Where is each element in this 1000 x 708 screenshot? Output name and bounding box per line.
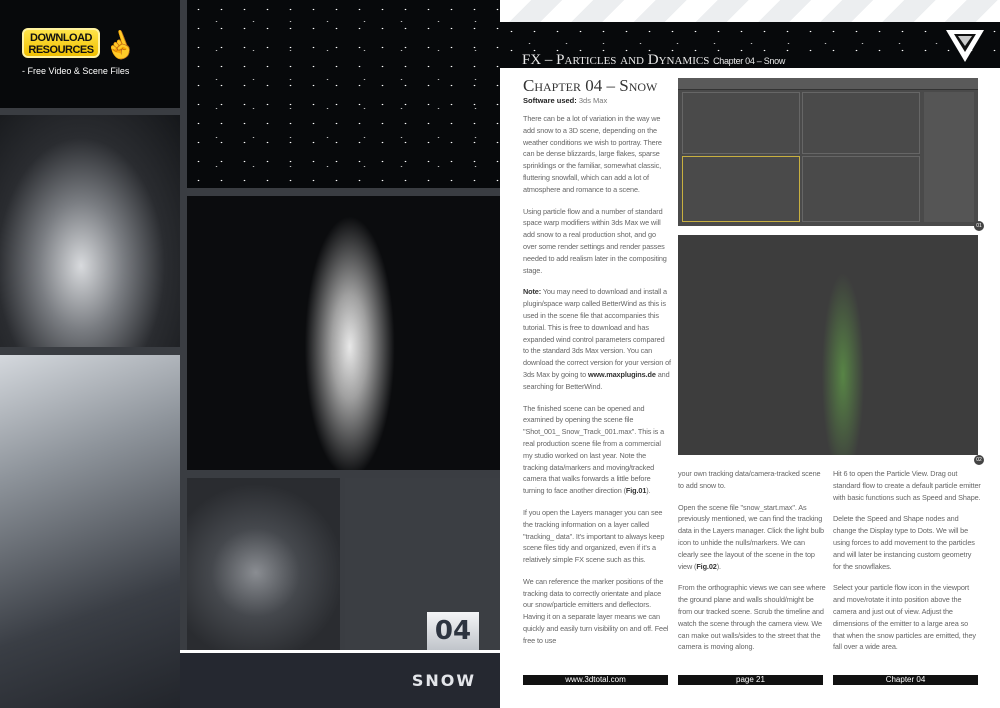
bold-text: Fig.02 bbox=[696, 561, 717, 571]
software-used bbox=[523, 96, 607, 105]
pointing-hand-icon: ☝ bbox=[99, 25, 141, 65]
chapter-title: Chapter 04 – Snow bbox=[523, 76, 658, 95]
paragraph bbox=[678, 502, 826, 573]
section-title-text: FX – Particles and Dynamics bbox=[522, 52, 710, 68]
smoke-image bbox=[0, 115, 180, 347]
text-run: The finished scene can be opened and examined by opening the scene file "Shot_001_ Snow_Track_001.max". This is a real production scene file from a commercial my studio worked on last year. Note the tracking data/markers and moving/tracked camera that walks forwards a little before turning to face another direction ( bbox=[523, 403, 665, 496]
text-run: and searching for BetterWind. bbox=[523, 369, 670, 391]
text-run: Delete the Speed and Shape nodes and change the Display type to Dots. We will be using forces to add movement to the particles and will later be instancing custom geometry for the snowflakes. bbox=[833, 514, 975, 571]
text-run: We can reference the marker positions of the tracking data to correctly orientate and place our snow/particle emitters and deflectors. Having it on a separate layer means we can quickly and easily turn visibility on and off. Feel free to use bbox=[523, 576, 669, 645]
footer-website[interactable]: www.3dtotal.com bbox=[523, 675, 668, 685]
section-header bbox=[500, 22, 1000, 68]
text-run: ). bbox=[716, 561, 721, 571]
text-column-3 bbox=[833, 468, 981, 663]
bold-text: Note: bbox=[523, 287, 542, 297]
badge-line2: RESOURCES bbox=[28, 44, 94, 56]
download-resources-button[interactable] bbox=[22, 28, 100, 58]
header-stripes bbox=[500, 0, 1000, 22]
text-run: Open the scene file "snow_start.max". As previously mentioned, we can find the tracking data in the Layers manager. Click the light bulb icon to unhide the nulls/markers. We can clearly see the layout of the scene in the top view ( bbox=[678, 502, 824, 571]
figure-01-viewport-screenshot bbox=[678, 78, 978, 226]
text-run: Using particle flow and a number of standard space warp modifiers within 3ds Max we will add snow to a real production shot, and go over some render settings and render passes needed to add realism later in the compositing stage. bbox=[523, 206, 667, 275]
footer-page-number: page 21 bbox=[678, 675, 823, 685]
paragraph bbox=[523, 507, 671, 566]
paragraph bbox=[523, 286, 671, 392]
footer-chapter: Chapter 04 bbox=[833, 675, 978, 685]
paragraph bbox=[678, 582, 826, 653]
badge-line1: DOWNLOAD bbox=[30, 32, 92, 44]
text-run: your own tracking data/camera-tracked scene to add snow to. bbox=[678, 469, 821, 490]
particle-burst-image bbox=[187, 478, 340, 650]
paragraph bbox=[833, 513, 981, 572]
3dtotal-logo-icon bbox=[944, 26, 986, 64]
starfield-image bbox=[187, 0, 500, 188]
paragraph bbox=[523, 403, 671, 497]
text-run: If you open the Layers manager you can see the tracking information on a layer called "tracking_ data". It's important to always keep scene files tidy and organized, even if it's a relatively simple FX scene such as this. bbox=[523, 507, 665, 565]
paragraph bbox=[833, 582, 981, 653]
text-column-2 bbox=[678, 468, 826, 663]
steam-plume-image bbox=[187, 196, 500, 470]
paragraph bbox=[833, 468, 981, 503]
text-run: Hit 6 to open the Particle View. Drag out standard flow to create a default particle emitter with basic functions such as Speed and Shape. bbox=[833, 469, 981, 502]
paragraph bbox=[678, 468, 826, 492]
paragraph bbox=[523, 576, 671, 647]
chapter-name: SNOW bbox=[411, 671, 476, 690]
text-run: You may need to download and install a plugin/space warp called BetterWind as this is used in the scene file that accompanies this tutorial. This is free to download and has expanded wind control parameters compared to the standard 3ds Max version. You can download the correct version for your version of 3ds Max by going to bbox=[523, 287, 671, 379]
section-subtitle: Chapter 04 – Snow bbox=[713, 56, 786, 66]
software-label: Software used: bbox=[523, 96, 577, 105]
text-run: From the orthographic views we can see where the ground plane and walls should/might be from our tracked scene. Scrub the timeline and watch the scene through the camera view. We can make out walls/sides to the street that the camera is moving along. bbox=[678, 583, 826, 652]
paragraph bbox=[523, 206, 671, 277]
figure-number-01: 01 bbox=[974, 221, 984, 231]
chapter-band bbox=[180, 650, 500, 708]
text-run: Select your particle flow icon in the viewport and move/rotate it into position above the camera and just out of view. Adjust the dimensions of the emitter to a large area so that when the snow particles are emitted, they fall over a wide area. bbox=[833, 583, 976, 652]
paragraph bbox=[523, 113, 671, 196]
figure-02-particle-view bbox=[678, 235, 978, 455]
water-glass-image bbox=[0, 355, 180, 708]
bold-text: www.maxplugins.de bbox=[587, 369, 656, 379]
bold-text: Fig.01 bbox=[625, 486, 647, 496]
text-run: There can be a lot of variation in the way we add snow to a 3D scene, depending on the weather conditions we wish to portray. There can be dense blizzards, large flakes, sparse sprinklings or the familiar, somewhat classic, fluttering snowfall, which can add a lot of atmosphere and romance to a scene. bbox=[523, 114, 662, 194]
text-run: ). bbox=[646, 486, 651, 496]
free-files-text: - Free Video & Scene Files bbox=[22, 66, 130, 76]
chapter-number: 04 bbox=[427, 612, 479, 650]
text-column-1 bbox=[523, 113, 671, 657]
section-title bbox=[522, 52, 785, 69]
software-value: 3ds Max bbox=[578, 96, 608, 105]
figure-number-02: 02 bbox=[974, 455, 984, 465]
